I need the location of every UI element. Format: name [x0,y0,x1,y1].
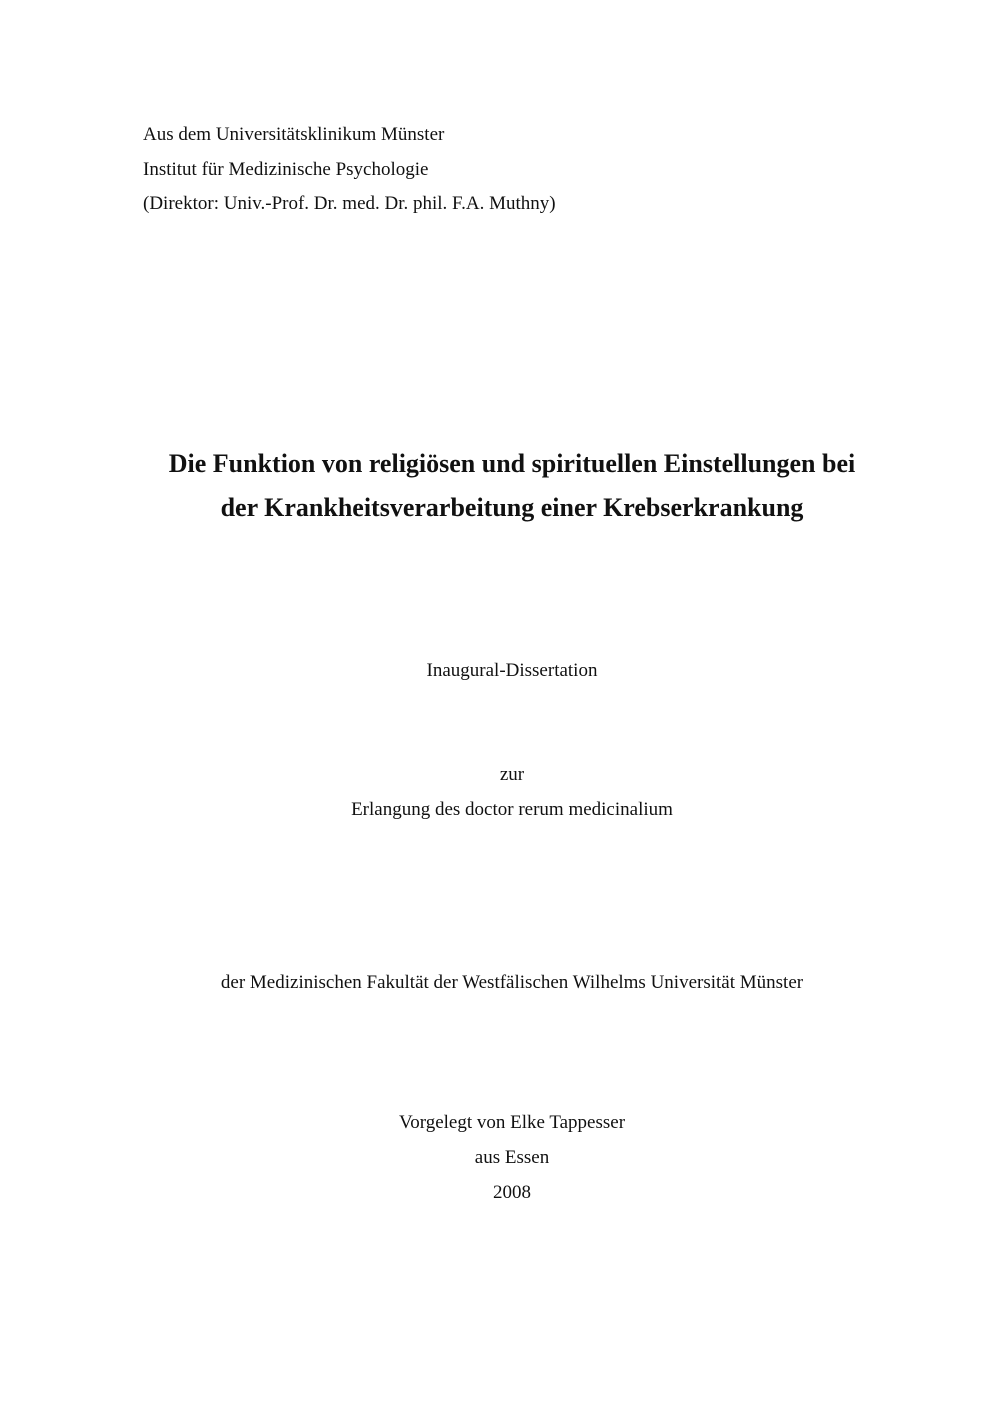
origin-line: aus Essen [474,1147,550,1168]
title-line-1: Die Funktion von religiösen und spirituellen Einstellungen bei [168,449,856,478]
degree-line: Erlangung des doctor rerum medicinalium [351,799,673,820]
institute-line: Institut für Medizinische Psychologie [143,158,429,180]
dissertation-title [50,442,974,530]
institution-header [143,118,843,222]
faculty-line: der Medizinischen Fakultät der Westfälischen Wilhelms Universität Münster [220,972,804,993]
title-line-2: der Krankheitsverarbeitung einer Krebserkrankung [220,493,804,522]
clinic-line: Aus dem Universitätsklinikum Münster [143,124,445,145]
author-line: Vorgelegt von Elke Tappesser [398,1112,626,1133]
year-line: 2008 [493,1182,531,1203]
purpose-preposition: zur [499,764,525,785]
director-line: (Direktor: Univ.-Prof. Dr. med. Dr. phil. F.A. Muthny) [143,193,556,214]
dissertation-type: Inaugural-Dissertation [426,660,598,681]
